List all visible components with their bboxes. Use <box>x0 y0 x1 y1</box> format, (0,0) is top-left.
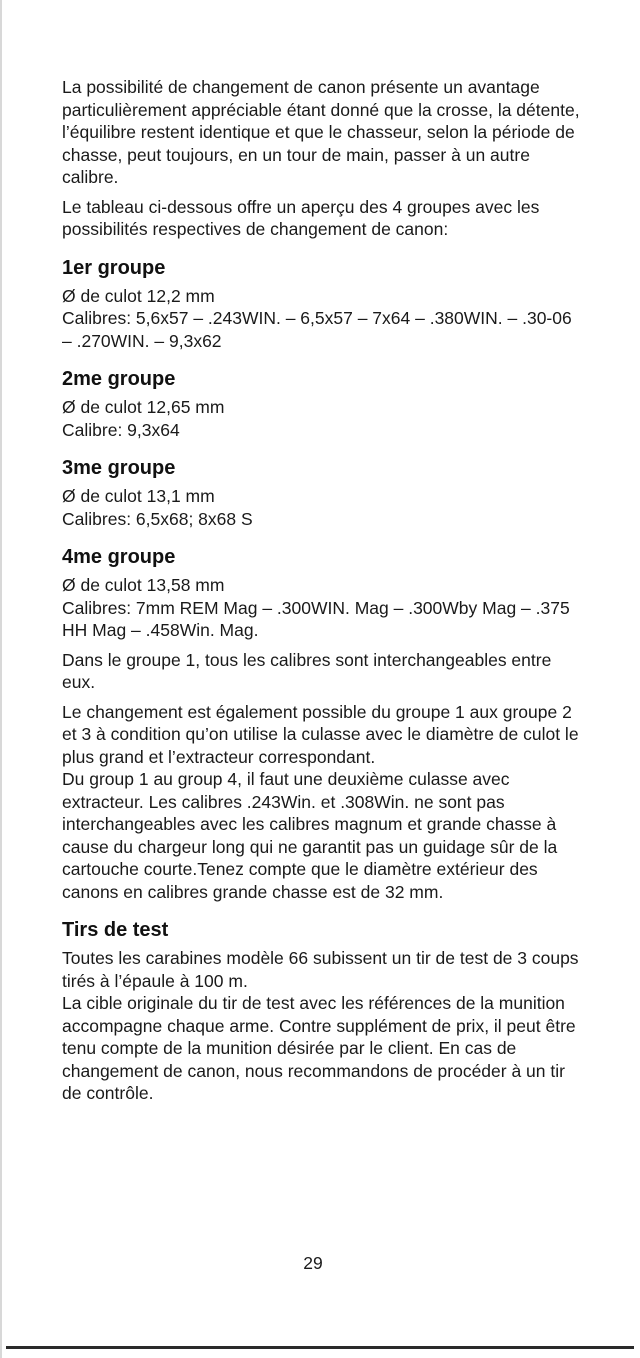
test-paragraph-2: La cible originale du tir de test avec les références de la munition accompagne chaque arme. Contre supplément de prix, il peut être tenu compte de la munition désirée par le client. En cas de changement de canon, nous recommandons de procéder à un tir de contrôle. <box>62 993 576 1103</box>
test-paragraph-1: Toutes les carabines modèle 66 subissent un tir de test de 3 coups tirés à l’épaule à 100 m. <box>62 948 579 991</box>
page-edge-shadow <box>0 0 2 1358</box>
group-3-calibres: Calibres: 6,5x68; 8x68 S <box>62 508 253 529</box>
group-1-calibres: Calibres: 5,6x57 – .243WIN. – 6,5x57 – 7x64 – .380WIN. – .30-06 – .270WIN. – 9,3x62 <box>62 308 572 351</box>
intro-paragraph-2: Le tableau ci-dessous offre un aperçu des 4 groupes avec les possibilités respectives de changement de canon: <box>62 196 540 239</box>
group-2-calibres: Calibre: 9,3x64 <box>62 419 180 440</box>
test-heading: Tirs de test <box>62 919 169 941</box>
compatibility-paragraph-1: Dans le groupe 1, tous les calibres sont interchangeables entre eux. <box>62 649 552 692</box>
group-4-calibres: Calibres: 7mm REM Mag – .300WIN. Mag – .300Wby Mag – .375 HH Mag – .458Win. Mag. <box>62 597 570 640</box>
group-3-base-diameter: Ø de culot 13,1 mm <box>62 486 215 506</box>
group-2-base-diameter: Ø de culot 12,65 mm <box>62 397 225 417</box>
group-2-heading: 2me groupe <box>62 368 176 390</box>
intro-paragraph-1: La possibilité de changement de canon présente un avantage particulièrement appréciable étant donné que la crosse, la détente, l’équilibre restent identique et que le chasseur, selon la période de chasse, peut toujours, en un tour de main, passer à un autre calibre. <box>62 77 580 187</box>
group-1-heading: 1er groupe <box>62 256 166 279</box>
group-3-heading: 3me groupe <box>62 457 176 479</box>
group-4-base-diameter: Ø de culot 13,58 mm <box>62 575 225 595</box>
compatibility-paragraph-3: Du group 1 au group 4, il faut une deuxième culasse avec extracteur. Les calibres .243Win. et .308Win. ne sont pas interchangeables avec les calibres magnum et grande chasse à cause du chargeur long qui ne garantit pas un guidage sûr de la cartouche courte.Tenez compte que le diamètre extérieur des canons en calibres grande chasse est de 32 mm. <box>62 769 558 902</box>
page-number: 29 <box>303 1253 323 1273</box>
compatibility-paragraph-2: Le changement est également possible du groupe 1 aux groupe 2 et 3 à condition qu’on utilise la culasse avec le diamètre de culot le plus grand et l’extracteur correspondant. <box>62 701 579 767</box>
group-1-base-diameter: Ø de culot 12,2 mm <box>62 285 215 306</box>
group-4-heading: 4me groupe <box>62 546 176 568</box>
bottom-rule <box>6 1346 634 1349</box>
document-page <box>62 76 582 1105</box>
